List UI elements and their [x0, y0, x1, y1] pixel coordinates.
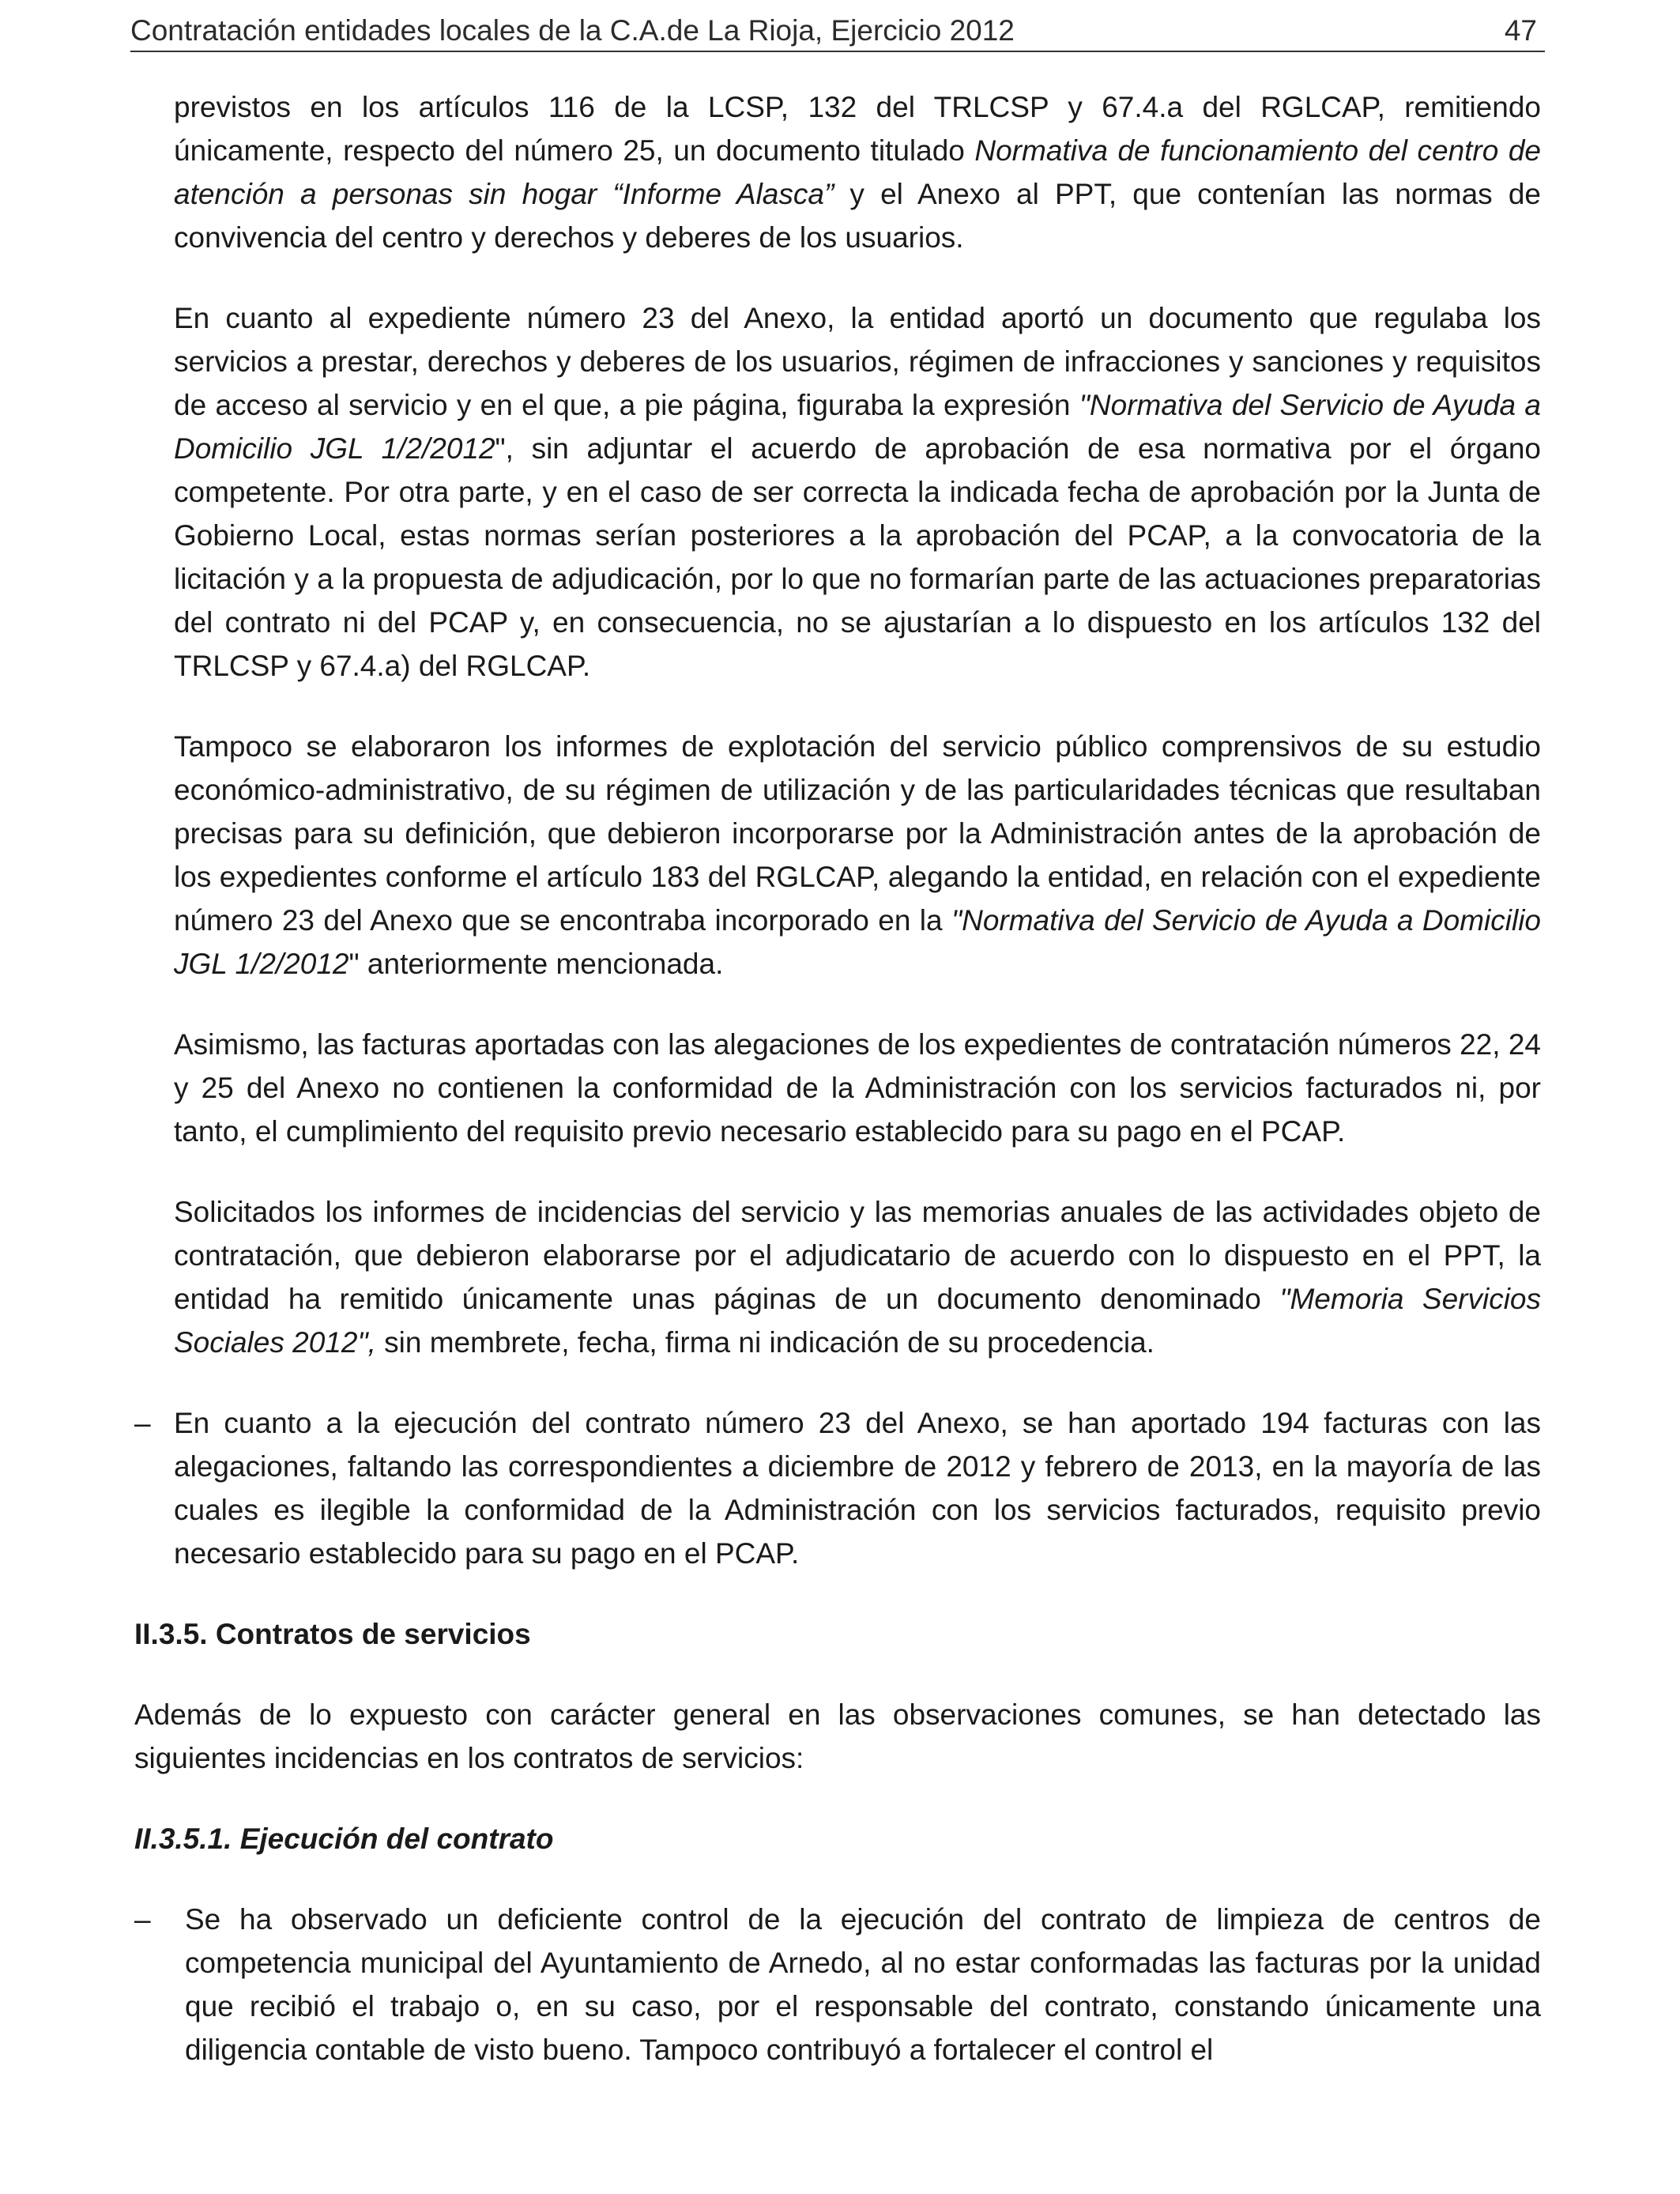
- paragraph-5-italic: "Memoria Servicios Sociales 2012",: [174, 1283, 1541, 1359]
- bullet-item-1: [134, 1401, 1541, 1575]
- header-title: Contratación entidades locales de la C.A.de La Rioja, Ejercicio 2012: [130, 14, 1015, 47]
- paragraph-1-text-a: previstos en los artículos 116 de la LCSP, 132 del TRLCSP y 67.4.a del RGLCAP, remitiendo únicamente, respecto del número 25, un documento titulado: [174, 91, 1541, 167]
- paragraph-1: [174, 85, 1541, 259]
- bullet-item-1-text: En cuanto a la ejecución del contrato número 23 del Anexo, se han aportado 194 facturas con las alegaciones, faltando las correspondientes a diciembre de 2012 y febrero de 2013, en la mayoría de las cuales es ilegible la conformidad de la Administración con los servicios facturados, requisito previo necesario establecido para su pago en el PCAP.: [174, 1407, 1541, 1570]
- paragraph-2-italic: "Normativa del Servicio de Ayuda a Domicilio JGL 1/2/2012: [174, 389, 1542, 465]
- section-heading: II.3.5. Contratos de servicios: [134, 1618, 531, 1650]
- paragraph-5-text-a: Solicitados los informes de incidencias del servicio y las memorias anuales de las actividades objeto de contratación, que debieron elaborarse por el adjudicatario de acuerdo con lo dispuesto en el PPT, la entidad ha remitido únicamente unas páginas de un documento denominado: [174, 1196, 1541, 1315]
- bullet-item-2: [134, 1898, 1541, 2071]
- bullet-item-2-text: Se ha observado un deficiente control de la ejecución del contrato de limpieza de centros de competencia municipal del Ayuntamiento de Arnedo, al no estar conformadas las facturas por la unidad que recibió el trabajo o, en su caso, por el responsable del contrato, constando únicamente una diligencia contable de visto bueno. Tampoco contribuyó a fortalecer el control el: [185, 1903, 1541, 2066]
- page-number: 47: [1504, 14, 1537, 47]
- paragraph-1-text-c: y el Anexo al PPT, que contenían las normas de convivencia del centro y derechos y deberes de los usuarios.: [174, 178, 1541, 254]
- dash-bullet-icon: –: [134, 1903, 151, 1936]
- paragraph-2-text-c: ", sin adjuntar el acuerdo de aprobación de esa normativa por el órgano competente. Por otra parte, y en el caso de ser correcta la indicada fecha de aprobación por la Junta de Gobierno Local, estas normas serían posteriores a la aprobación del PCAP, a la convocatoria de la licitación y a la propuesta de adjudicación, por lo que no formarían parte de las actuaciones preparatorias del contrato ni del PCAP y, en consecuencia, no se ajustarían a lo dispuesto en los artículos 132 del TRLCSP y 67.4.a) del RGLCAP.: [174, 432, 1541, 682]
- paragraph-3-text-c: " anteriormente mencionada.: [348, 948, 724, 980]
- paragraph-3: [174, 725, 1541, 986]
- paragraph-2-text-a: En cuanto al expediente número 23 del Anexo, la entidad aportó un documento que regulaba los servicios a prestar, derechos y deberes de los usuarios, régimen de infracciones y sanciones y requisitos de acceso al servicio y en el que, a pie página, figuraba la expresión: [174, 302, 1541, 421]
- paragraph-3-text-a: Tampoco se elaboraron los informes de explotación del servicio público comprensivos de su estudio económico-administrativo, de su régimen de utilización y de las particularidades técnicas que resultaban precisas para su definición, que debieron incorporarse por la Administración antes de la aprobación de los expedientes conforme el artículo 183 del RGLCAP, alegando la entidad, en relación con el expediente número 23 del Anexo que se encontraba incorporado en la: [174, 730, 1541, 937]
- paragraph-3-italic: "Normativa del Servicio de Ayuda a Domicilio JGL 1/2/2012: [174, 904, 1541, 980]
- section-intro: Además de lo expuesto con carácter general en las observaciones comunes, se han detectado las siguientes incidencias en los contratos de servicios:: [134, 1698, 1541, 1774]
- paragraph-2: [174, 296, 1541, 688]
- dash-bullet-icon: –: [134, 1407, 151, 1439]
- paragraph-4: Asimismo, las facturas aportadas con las alegaciones de los expedientes de contratación números 22, 24 y 25 del Anexo no contienen la conformidad de la Administración con los servicios facturados ni, por tanto, el cumplimiento del requisito previo necesario establecido para su pago en el PCAP.: [174, 1028, 1541, 1148]
- paragraph-5: [174, 1190, 1541, 1364]
- page-header: [130, 11, 1545, 52]
- subsection-heading: II.3.5.1. Ejecución del contrato: [134, 1823, 554, 1855]
- page-body: [0, 85, 1680, 2071]
- paragraph-1-italic: Normativa de funcionamiento del centro de atención a personas sin hogar “Informe Alasca”: [174, 134, 1541, 210]
- paragraph-5-text-c: sin membrete, fecha, firma ni indicación de su procedencia.: [375, 1326, 1155, 1359]
